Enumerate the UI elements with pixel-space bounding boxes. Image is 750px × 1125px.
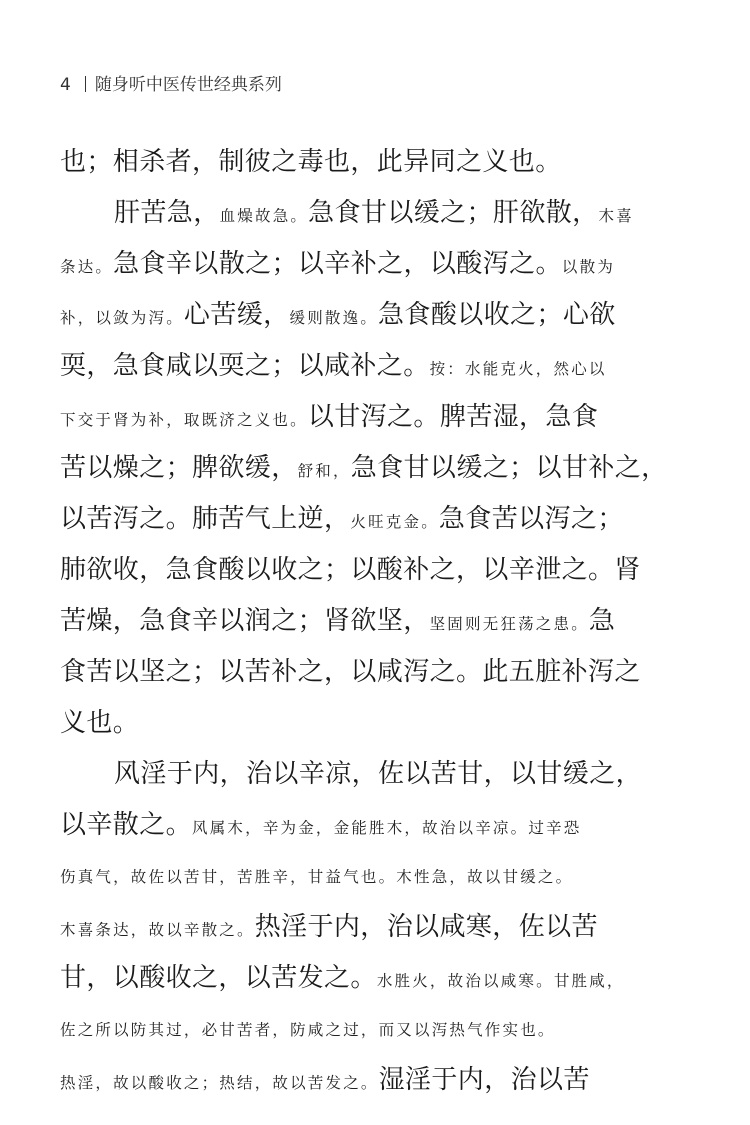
main-text: 急食甘以缓之；肝欲散， <box>308 198 599 228</box>
text-line <box>60 698 685 749</box>
text-line <box>60 1055 685 1106</box>
annotation-text: 热淫，故以酸收之；热结，故以苦发之。 <box>60 1074 379 1092</box>
text-line <box>60 953 685 1004</box>
text-line <box>60 902 685 953</box>
main-text: 义也。 <box>60 708 140 738</box>
main-text: 苦燥，急食辛以润之；肾欲坚， <box>60 606 430 636</box>
text-line <box>60 239 685 290</box>
annotation-text: 伤真气，故佐以苦甘，苦胜辛，甘益气也。木性急，故以甘缓之。 <box>60 868 574 886</box>
annotation-text: 补，以敛为泻。 <box>60 309 184 327</box>
main-text: 风淫于内，治以辛凉，佐以苦甘，以甘缓之， <box>114 759 643 789</box>
main-text: 急食辛以散之；以辛补之，以酸泻之。 <box>113 249 562 279</box>
series-title: 随身听中医传世经典系列 <box>94 75 282 95</box>
text-line <box>60 800 685 851</box>
page-number: 4 <box>60 75 71 95</box>
main-text: 以苦泻之。肺苦气上逆， <box>60 504 351 534</box>
main-text: 以辛散之。 <box>60 810 193 840</box>
main-text: 以甘泻之。脾苦湿，急食 <box>307 402 599 432</box>
main-text: 急 <box>588 606 616 636</box>
text-line <box>60 545 685 596</box>
main-text: 也；相杀者，制彼之毒也，此异同之义也。 <box>60 147 562 177</box>
main-text: 急食甘以缓之；以甘补之， <box>350 453 668 483</box>
annotation-text: 按：水能克火，然心以 <box>429 360 607 378</box>
header-divider <box>85 76 86 92</box>
annotation-text: 血燥故急。 <box>219 207 309 225</box>
annotation-text: 坚固则无狂荡之患。 <box>429 615 589 633</box>
text-line <box>60 137 685 188</box>
main-text: 苦以燥之；脾欲缓， <box>60 453 298 483</box>
text-line <box>60 1004 685 1055</box>
text-line <box>60 647 685 698</box>
text-line <box>60 494 685 545</box>
main-text: 急食酸以收之；心欲 <box>378 300 616 330</box>
main-text: 热淫于内，治以咸寒，佐以苦 <box>254 912 598 942</box>
annotation-text: 佐之所以防其过，必甘苦者，防咸之过，而又以泻热气作实也。 <box>60 1021 556 1039</box>
running-header <box>60 70 282 95</box>
main-text: 湿淫于内，治以苦 <box>378 1065 590 1095</box>
main-text: 食苦以坚之；以苦补之，以咸泻之。此五脏补泻之 <box>60 657 641 687</box>
annotation-text: 风属木，辛为金，金能胜木，故治以辛凉。过辛恐 <box>192 819 582 837</box>
annotation-text: 舒和， <box>297 462 351 480</box>
text-line <box>60 188 685 239</box>
page-body <box>60 137 685 1106</box>
text-line <box>60 290 685 341</box>
annotation-text: 木喜 <box>598 207 634 225</box>
annotation-text: 下交于肾为补，取既济之义也。 <box>60 411 308 429</box>
annotation-text: 火旺克金。 <box>350 513 439 531</box>
main-text: 耎，急食咸以耎之；以咸补之。 <box>60 351 430 381</box>
text-line <box>60 596 685 647</box>
annotation-text: 缓则散逸。 <box>289 309 379 327</box>
main-text: 肺欲收，急食酸以收之；以酸补之，以辛泄之。肾 <box>60 555 641 585</box>
main-text: 心苦缓， <box>183 300 290 330</box>
text-line <box>60 851 685 902</box>
annotation-text: 木喜条达，故以辛散之。 <box>60 921 255 939</box>
main-text: 肝苦急， <box>114 198 220 228</box>
text-line <box>60 341 685 392</box>
text-line <box>60 749 685 800</box>
annotation-text: 条达。 <box>60 258 114 276</box>
text-line <box>60 392 685 443</box>
annotation-text: 以散为 <box>561 258 616 276</box>
main-text: 急食苦以泻之； <box>438 504 624 534</box>
main-text: 甘，以酸收之，以苦发之。 <box>60 963 377 993</box>
text-line <box>60 443 685 494</box>
annotation-text: 水胜火，故治以咸寒。甘胜咸， <box>376 972 625 990</box>
